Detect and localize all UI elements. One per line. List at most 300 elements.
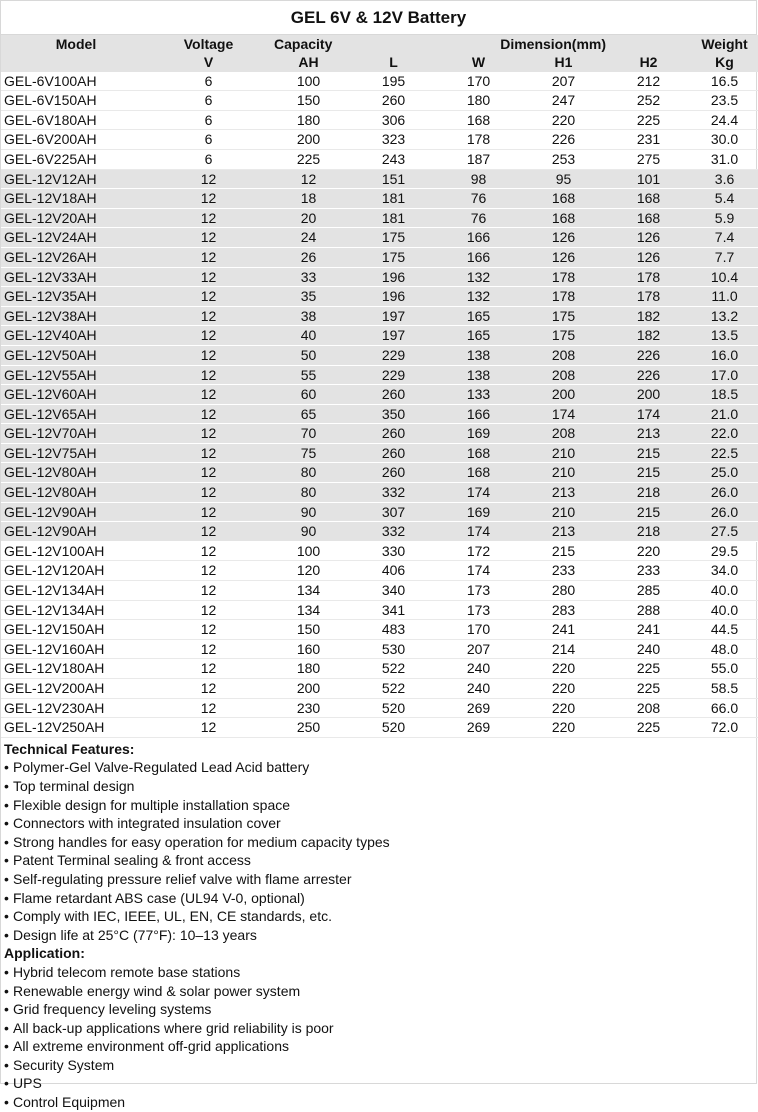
cell-weight: 25.0 [691,463,758,483]
cell-capacity: 80 [266,483,351,503]
cell-capacity: 100 [266,72,351,91]
cell-height2: 126 [606,228,691,248]
list-item-text: All back-up applications where grid reliability is poor [13,1019,334,1036]
technical-features-list [4,758,756,944]
cell-height1: 178 [521,267,606,287]
cell-capacity: 70 [266,424,351,444]
cell-width: 174 [436,522,521,542]
list-item [4,982,756,1001]
cell-width: 207 [436,639,521,659]
table-row [1,189,758,209]
cell-voltage: 12 [151,718,266,738]
cell-height1: 210 [521,443,606,463]
cell-length: 260 [351,424,436,444]
bullet-icon: • [4,1019,9,1036]
cell-height1: 175 [521,306,606,326]
cell-width: 169 [436,502,521,522]
cell-model: GEL-12V33AH [1,267,151,287]
cell-length: 306 [351,110,436,130]
list-item [4,777,756,796]
application-list [4,963,756,1112]
cell-weight: 16.0 [691,345,758,365]
cell-height1: 168 [521,189,606,209]
list-item-text: Connectors with integrated insulation cover [13,815,281,832]
cell-model: GEL-12V20AH [1,208,151,228]
cell-height1: 210 [521,502,606,522]
list-item [4,870,756,889]
list-item [4,1056,756,1075]
cell-length: 197 [351,306,436,326]
cell-capacity: 180 [266,659,351,679]
list-item [4,814,756,833]
cell-voltage: 12 [151,443,266,463]
cell-capacity: 35 [266,287,351,307]
cell-length: 307 [351,502,436,522]
table-row [1,326,758,346]
cell-model: GEL-12V35AH [1,287,151,307]
cell-height1: 210 [521,463,606,483]
cell-weight: 26.0 [691,502,758,522]
cell-width: 170 [436,620,521,640]
technical-features-heading: Technical Features: [4,740,135,757]
cell-voltage: 12 [151,287,266,307]
cell-height1: 220 [521,659,606,679]
list-item [4,758,756,777]
cell-length: 340 [351,581,436,601]
cell-length: 406 [351,561,436,581]
cell-width: 269 [436,718,521,738]
cell-capacity: 134 [266,600,351,620]
cell-length: 181 [351,208,436,228]
cell-height2: 182 [606,306,691,326]
cell-voltage: 12 [151,502,266,522]
cell-height1: 220 [521,679,606,699]
cell-height1: 280 [521,581,606,601]
bullet-icon: • [4,833,9,850]
header-height2: H2 [606,53,691,72]
table-row [1,443,758,463]
cell-height1: 220 [521,110,606,130]
cell-length: 350 [351,404,436,424]
cell-width: 76 [436,208,521,228]
cell-length: 229 [351,365,436,385]
cell-height2: 215 [606,463,691,483]
list-item-text: Control Equipmen [13,1094,126,1111]
cell-length: 196 [351,267,436,287]
list-item-text: Grid frequency leveling systems [13,1001,212,1018]
bullet-icon: • [4,908,9,925]
cell-model: GEL-6V200AH [1,130,151,150]
cell-voltage: 12 [151,483,266,503]
cell-height1: 200 [521,385,606,405]
cell-weight: 22.0 [691,424,758,444]
cell-capacity: 225 [266,149,351,169]
table-row [1,91,758,111]
cell-capacity: 33 [266,267,351,287]
cell-width: 174 [436,561,521,581]
cell-capacity: 24 [266,228,351,248]
cell-height2: 220 [606,541,691,561]
cell-width: 173 [436,581,521,601]
cell-model: GEL-12V38AH [1,306,151,326]
cell-height1: 241 [521,620,606,640]
list-item [4,1019,756,1038]
cell-voltage: 12 [151,208,266,228]
cell-capacity: 40 [266,326,351,346]
cell-width: 138 [436,365,521,385]
cell-height1: 208 [521,424,606,444]
cell-height1: 174 [521,404,606,424]
notes-section [1,738,756,1112]
cell-capacity: 120 [266,561,351,581]
cell-weight: 48.0 [691,639,758,659]
cell-height1: 95 [521,169,606,189]
list-item-text: Strong handles for easy operation for medium capacity types [13,833,390,850]
list-item-text: Design life at 25°C (77°F): 10–13 years [13,926,257,943]
cell-width: 133 [436,385,521,405]
table-row [1,541,758,561]
cell-voltage: 12 [151,463,266,483]
list-item-text: Security System [13,1056,115,1073]
table-row [1,287,758,307]
header-height1: H1 [521,53,606,72]
cell-model: GEL-12V50AH [1,345,151,365]
cell-width: 240 [436,659,521,679]
header-width: W [436,53,521,72]
cell-width: 138 [436,345,521,365]
cell-capacity: 80 [266,463,351,483]
list-item [4,796,756,815]
cell-length: 520 [351,698,436,718]
cell-height1: 126 [521,228,606,248]
cell-capacity: 200 [266,679,351,699]
table-row [1,639,758,659]
cell-height2: 212 [606,72,691,91]
table-row [1,522,758,542]
cell-voltage: 12 [151,404,266,424]
cell-weight: 13.2 [691,306,758,326]
cell-height2: 241 [606,620,691,640]
cell-height1: 178 [521,287,606,307]
cell-height1: 220 [521,718,606,738]
cell-voltage: 6 [151,91,266,111]
bullet-icon: • [4,1038,9,1055]
bullet-icon: • [4,1094,9,1111]
cell-height2: 168 [606,189,691,209]
table-body [1,72,758,738]
list-item [4,1074,756,1093]
cell-width: 168 [436,110,521,130]
cell-height1: 233 [521,561,606,581]
cell-voltage: 12 [151,522,266,542]
cell-model: GEL-12V100AH [1,541,151,561]
cell-length: 530 [351,639,436,659]
cell-weight: 22.5 [691,443,758,463]
cell-height2: 231 [606,130,691,150]
cell-capacity: 134 [266,581,351,601]
cell-capacity: 90 [266,522,351,542]
application-heading: Application: [4,945,85,962]
cell-capacity: 65 [266,404,351,424]
cell-voltage: 12 [151,169,266,189]
cell-width: 168 [436,443,521,463]
table-row [1,306,758,326]
cell-height1: 175 [521,326,606,346]
cell-weight: 5.9 [691,208,758,228]
header-voltage: Voltage [151,35,266,53]
cell-length: 260 [351,91,436,111]
cell-weight: 7.4 [691,228,758,248]
cell-height1: 214 [521,639,606,659]
cell-weight: 58.5 [691,679,758,699]
cell-weight: 21.0 [691,404,758,424]
cell-height1: 208 [521,365,606,385]
cell-capacity: 75 [266,443,351,463]
cell-height2: 233 [606,561,691,581]
cell-length: 243 [351,149,436,169]
page-title: GEL 6V & 12V Battery [1,1,756,35]
table-row [1,463,758,483]
table-row [1,698,758,718]
cell-length: 520 [351,718,436,738]
cell-capacity: 60 [266,385,351,405]
cell-width: 165 [436,326,521,346]
cell-voltage: 6 [151,130,266,150]
list-item-text: Renewable energy wind & solar power system [13,982,301,999]
cell-voltage: 12 [151,306,266,326]
list-item-text: Flame retardant ABS case (UL94 V-0, optional) [13,889,305,906]
cell-width: 169 [436,424,521,444]
cell-height2: 225 [606,718,691,738]
cell-height1: 220 [521,698,606,718]
cell-voltage: 12 [151,326,266,346]
table-row [1,483,758,503]
cell-model: GEL-12V120AH [1,561,151,581]
cell-voltage: 6 [151,110,266,130]
cell-voltage: 12 [151,267,266,287]
cell-weight: 27.5 [691,522,758,542]
cell-height2: 226 [606,345,691,365]
cell-width: 168 [436,463,521,483]
list-item-text: Hybrid telecom remote base stations [13,963,241,980]
cell-height1: 215 [521,541,606,561]
cell-width: 172 [436,541,521,561]
table-row [1,561,758,581]
cell-length: 197 [351,326,436,346]
cell-weight: 17.0 [691,365,758,385]
cell-model: GEL-12V80AH [1,463,151,483]
cell-model: GEL-12V90AH [1,502,151,522]
bullet-icon: • [4,759,9,776]
cell-width: 166 [436,247,521,267]
cell-length: 181 [351,189,436,209]
bullet-icon: • [4,1001,9,1018]
table-row [1,600,758,620]
cell-weight: 40.0 [691,581,758,601]
cell-voltage: 12 [151,424,266,444]
cell-voltage: 12 [151,639,266,659]
list-item [4,1037,756,1056]
cell-model: GEL-12V250AH [1,718,151,738]
bullet-icon: • [4,1075,9,1092]
cell-model: GEL-12V26AH [1,247,151,267]
table-row [1,345,758,365]
cell-weight: 24.4 [691,110,758,130]
cell-weight: 3.6 [691,169,758,189]
cell-capacity: 230 [266,698,351,718]
cell-capacity: 50 [266,345,351,365]
table-row [1,659,758,679]
table-row [1,110,758,130]
cell-height2: 208 [606,698,691,718]
cell-model: GEL-12V200AH [1,679,151,699]
cell-length: 323 [351,130,436,150]
cell-voltage: 12 [151,620,266,640]
cell-voltage: 6 [151,72,266,91]
cell-height2: 182 [606,326,691,346]
bullet-icon: • [4,889,9,906]
list-item [4,889,756,908]
cell-height2: 226 [606,365,691,385]
header-capacity: Capacity [266,35,351,53]
cell-width: 173 [436,600,521,620]
cell-height2: 101 [606,169,691,189]
cell-height1: 208 [521,345,606,365]
cell-height2: 225 [606,110,691,130]
list-item [4,1000,756,1019]
cell-length: 522 [351,679,436,699]
cell-model: GEL-12V160AH [1,639,151,659]
list-item-text: UPS [13,1075,42,1092]
cell-model: GEL-12V12AH [1,169,151,189]
cell-height2: 225 [606,679,691,699]
table-row [1,72,758,91]
cell-length: 151 [351,169,436,189]
cell-length: 195 [351,72,436,91]
cell-weight: 26.0 [691,483,758,503]
list-item-text: Self-regulating pressure relief valve with flame arrester [13,870,352,887]
cell-weight: 31.0 [691,149,758,169]
list-item [4,851,756,870]
cell-weight: 13.5 [691,326,758,346]
header-weight: Weight [691,35,758,53]
cell-length: 260 [351,463,436,483]
cell-length: 483 [351,620,436,640]
cell-height2: 218 [606,483,691,503]
cell-weight: 23.5 [691,91,758,111]
header-length: L [351,53,436,72]
cell-weight: 34.0 [691,561,758,581]
cell-model: GEL-12V150AH [1,620,151,640]
cell-weight: 16.5 [691,72,758,91]
cell-height1: 253 [521,149,606,169]
cell-capacity: 38 [266,306,351,326]
cell-weight: 18.5 [691,385,758,405]
cell-model: GEL-12V180AH [1,659,151,679]
cell-width: 178 [436,130,521,150]
cell-weight: 40.0 [691,600,758,620]
table-row [1,424,758,444]
cell-weight: 44.5 [691,620,758,640]
cell-width: 240 [436,679,521,699]
list-item [4,1093,756,1112]
cell-capacity: 18 [266,189,351,209]
cell-model: GEL-12V80AH [1,483,151,503]
table-row [1,581,758,601]
cell-capacity: 250 [266,718,351,738]
cell-weight: 10.4 [691,267,758,287]
bullet-icon: • [4,963,9,980]
cell-height2: 240 [606,639,691,659]
cell-height2: 225 [606,659,691,679]
list-item-text: Flexible design for multiple installation space [13,796,291,813]
table-row [1,620,758,640]
cell-model: GEL-12V70AH [1,424,151,444]
cell-width: 166 [436,228,521,248]
cell-voltage: 12 [151,247,266,267]
cell-voltage: 12 [151,698,266,718]
cell-voltage: 12 [151,345,266,365]
cell-height1: 126 [521,247,606,267]
battery-spec-table [1,35,758,738]
table-row [1,718,758,738]
bullet-icon: • [4,852,9,869]
cell-capacity: 12 [266,169,351,189]
table-row [1,169,758,189]
cell-length: 332 [351,483,436,503]
cell-voltage: 12 [151,581,266,601]
cell-weight: 55.0 [691,659,758,679]
cell-capacity: 90 [266,502,351,522]
cell-length: 260 [351,443,436,463]
cell-height1: 226 [521,130,606,150]
bullet-icon: • [4,982,9,999]
table-row [1,365,758,385]
table-row [1,502,758,522]
cell-length: 196 [351,287,436,307]
cell-width: 76 [436,189,521,209]
header-voltage-unit: V [151,53,266,72]
cell-voltage: 12 [151,600,266,620]
cell-weight: 72.0 [691,718,758,738]
cell-capacity: 55 [266,365,351,385]
cell-height1: 247 [521,91,606,111]
cell-length: 175 [351,247,436,267]
cell-weight: 30.0 [691,130,758,150]
cell-length: 332 [351,522,436,542]
cell-height2: 178 [606,287,691,307]
cell-model: GEL-6V150AH [1,91,151,111]
cell-height2: 126 [606,247,691,267]
cell-voltage: 12 [151,679,266,699]
cell-height2: 288 [606,600,691,620]
cell-width: 174 [436,483,521,503]
table-header [1,35,758,72]
cell-height2: 215 [606,502,691,522]
cell-capacity: 160 [266,639,351,659]
bullet-icon: • [4,870,9,887]
cell-height1: 213 [521,483,606,503]
cell-capacity: 26 [266,247,351,267]
cell-voltage: 6 [151,149,266,169]
cell-height1: 207 [521,72,606,91]
cell-voltage: 12 [151,561,266,581]
table-row [1,208,758,228]
cell-capacity: 100 [266,541,351,561]
cell-model: GEL-12V60AH [1,385,151,405]
cell-length: 260 [351,385,436,405]
cell-voltage: 12 [151,541,266,561]
